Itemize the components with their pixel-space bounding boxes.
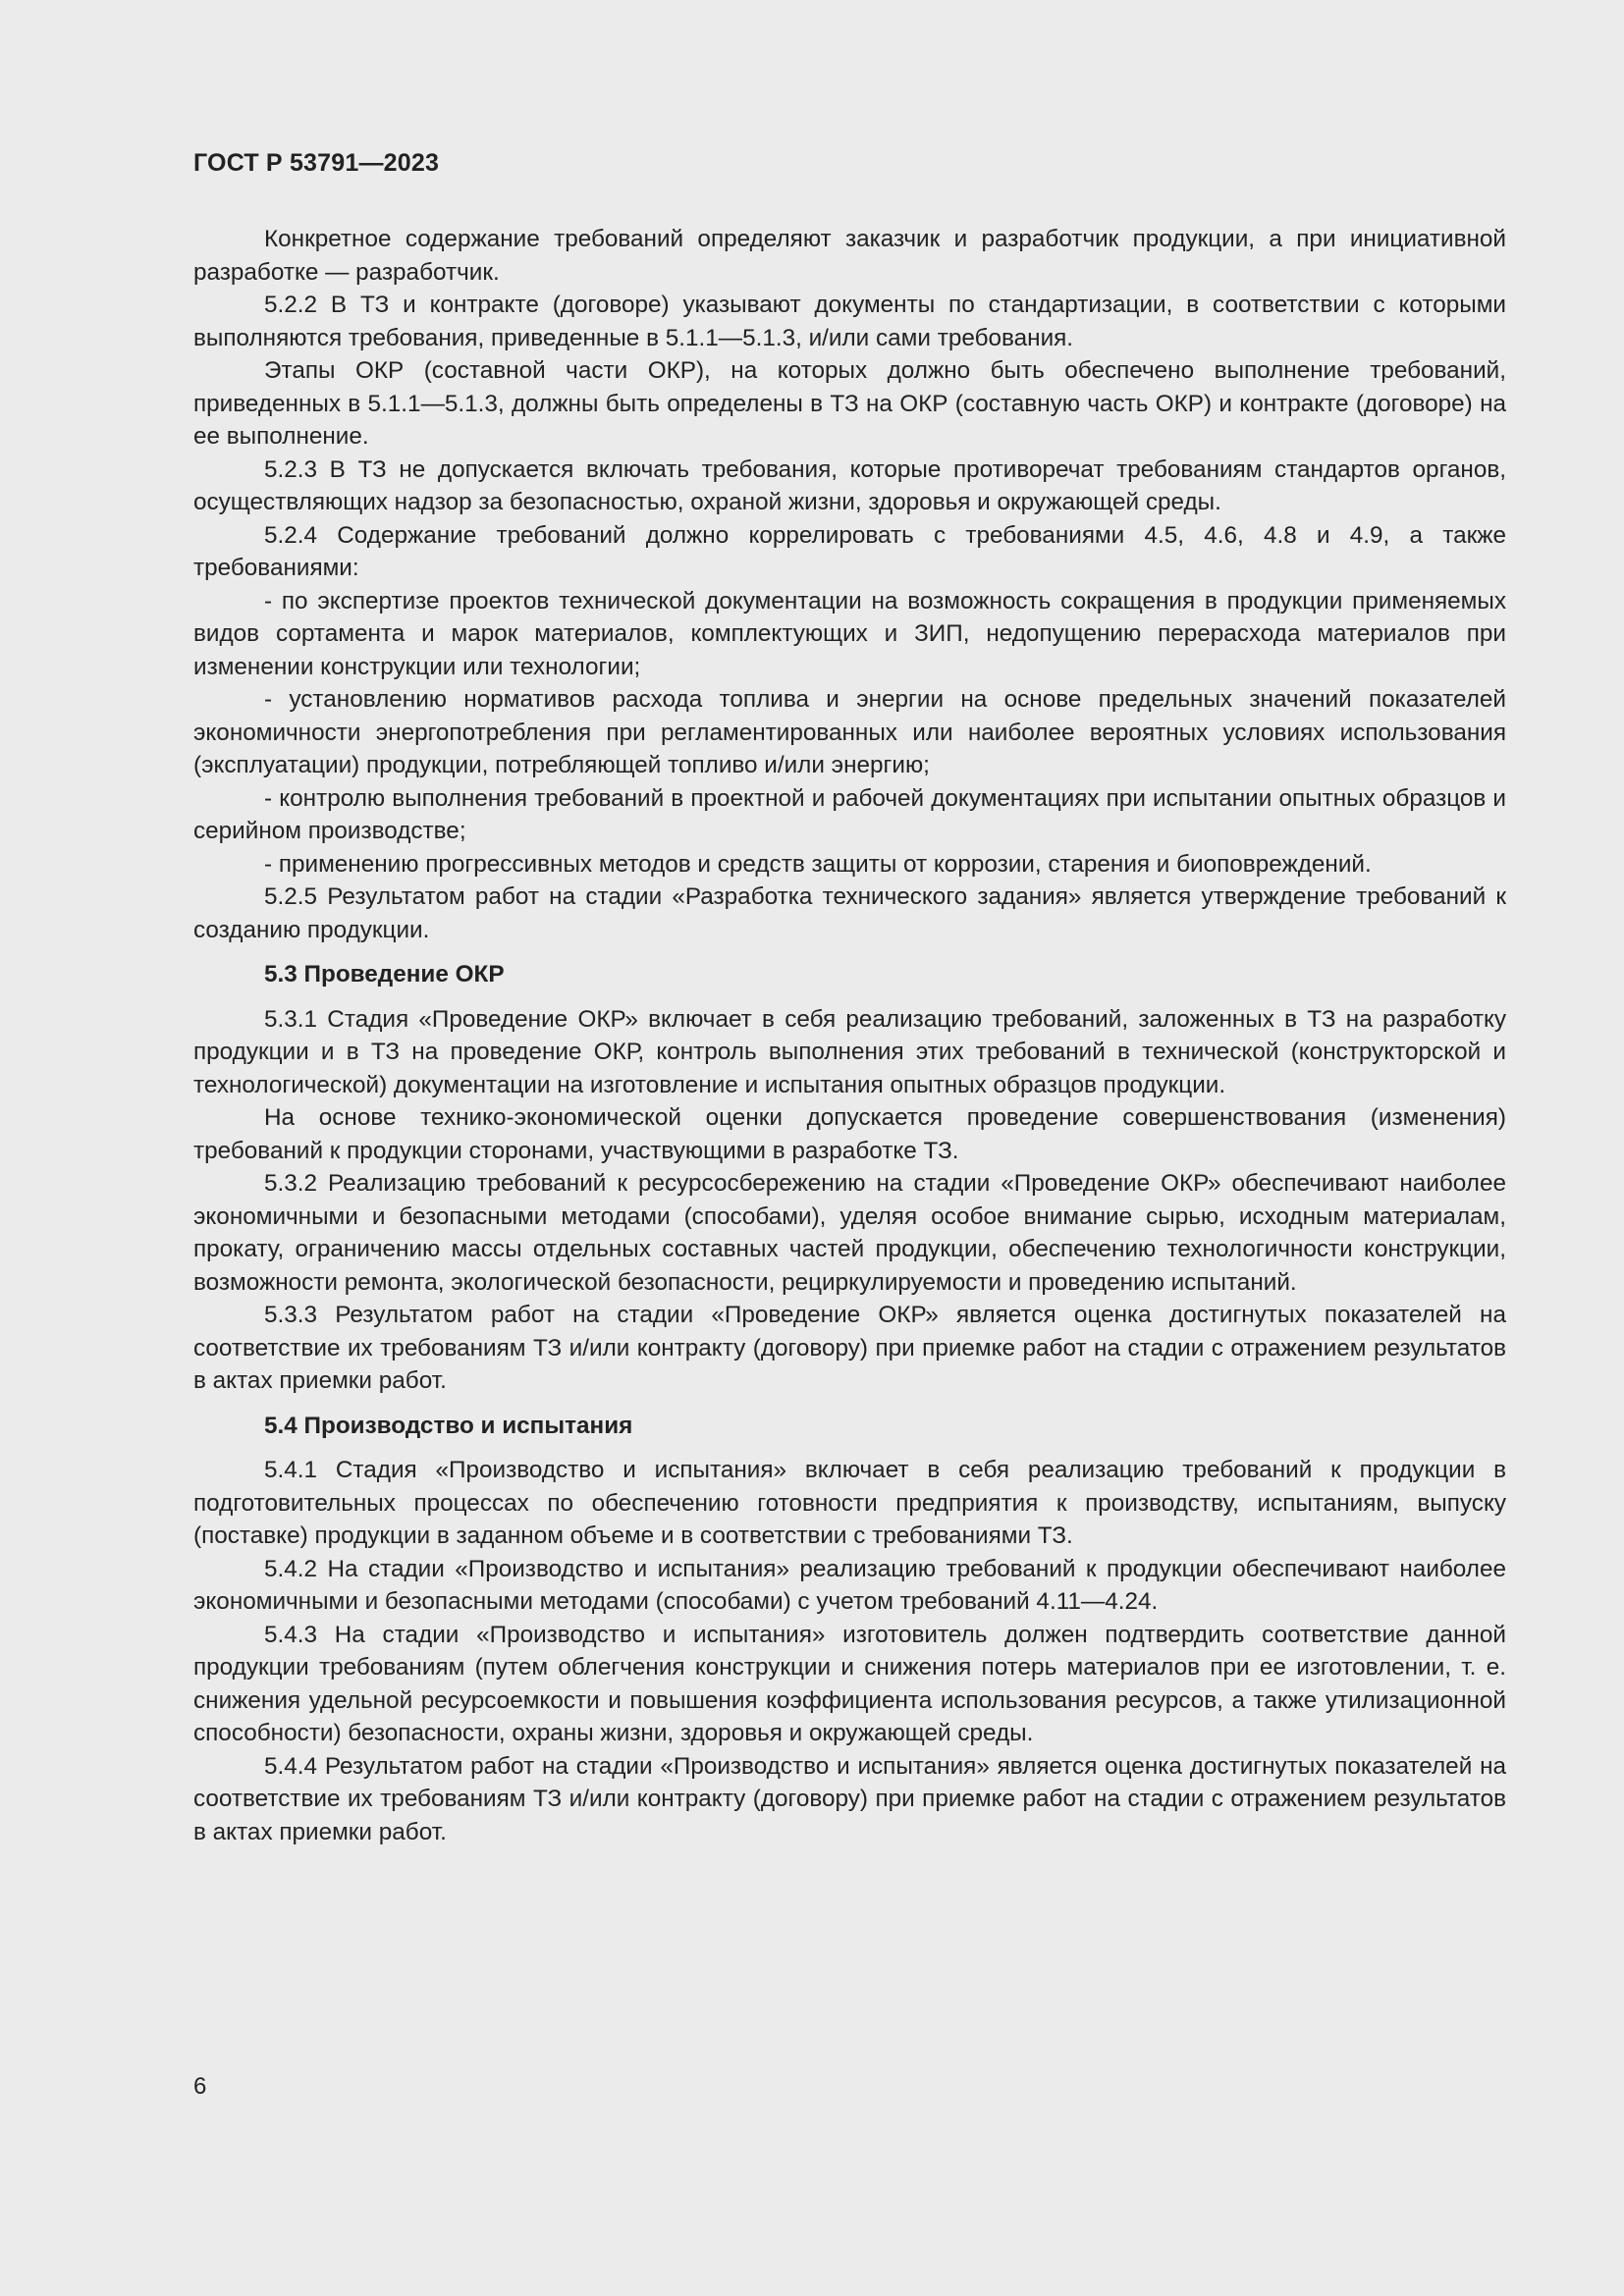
clause-5-2-2: 5.2.2 В ТЗ и контракте (договоре) указывают документы по стандартизации, в соответствии с которыми выполняются требования, приведенные в 5.1.1—5.1.3, и/или сами требования. (193, 292, 1506, 351)
clause-5-3-1: 5.3.1 Стадия «Проведение ОКР» включает в себя реализацию требований, заложенных в ТЗ на разработку продукции и в ТЗ на проведение ОКР, контроль выполнения этих требований в технической (конструкторской и технологической) документации на изготовление и испытания опытных образцов продукции. (193, 1005, 1506, 1098)
clause-5-2-3: 5.2.3 В ТЗ не допускается включать требования, которые противоречат требованиям стандартов органов, осуществляющих надзор за безопасностью, охраной жизни, здоровья и окружающей среды. (193, 455, 1506, 515)
document-body (193, 223, 1506, 1848)
list-item: - контролю выполнения требований в проектной и рабочей документациях при испытании опытных образцов и серийном производстве; (193, 784, 1506, 844)
clause-5-2-4: 5.2.4 Содержание требований должно коррелировать с требованиями 4.5, 4.6, 4.8 и 4.9, а также требованиями: (193, 521, 1506, 581)
document-header: ГОСТ Р 53791—2023 (193, 149, 440, 177)
clause-5-3-2: 5.3.2 Реализацию требований к ресурсосбережению на стадии «Проведение ОКР» обеспечивают наиболее экономичными и безопасными методами (способами), уделяя особое внимание сырью, исходным материалам, прокату, ограничению массы отдельных составных частей продукции, обеспечению технологичности конструкции, возможности ремонта, экологической безопасности, рециркулируемости и проведению испытаний. (193, 1170, 1506, 1296)
clause-5-4-4: 5.4.4 Результатом работ на стадии «Производство и испытания» является оценка достигнутых показателей на соответствие их требованиям ТЗ и/или контракту (договору) при приемке работ на стадии с отражением результатов в актах приемки работ. (193, 1752, 1506, 1845)
section-heading-5-3: 5.3 Проведение ОКР (264, 961, 505, 988)
clause-5-4-2: 5.4.2 На стадии «Производство и испытания» реализацию требований к продукции обеспечивают наиболее экономичными и безопасными методами (способами) с учетом требований 4.11—4.24. (193, 1555, 1506, 1615)
clause-5-4-1: 5.4.1 Стадия «Производство и испытания» включает в себя реализацию требований к продукции в подготовительных процессах по обеспечению готовности предприятия к производству, испытаниям, выпуску (поставке) продукции в заданном объеме и в соответствии с требованиями ТЗ. (193, 1457, 1506, 1549)
clause-5-4-3: 5.4.3 На стадии «Производство и испытания» изготовитель должен подтвердить соответствие данной продукции требованиям (путем облегчения конструкции и снижения потерь материалов при ее изготовлении, т. е. снижения удельной ресурсоемкости и повышения коэффициента использования ресурсов, а также утилизационной способности) безопасности, охраны жизни, здоровья и окружающей среды. (193, 1621, 1506, 1746)
clause-5-3-3: 5.3.3 Результатом работ на стадии «Проведение ОКР» является оценка достигнутых показателей на соответствие их требованиям ТЗ и/или контракту (договору) при приемке работ на стадии с отражением результатов в актах приемки работ. (193, 1302, 1506, 1394)
paragraph: Этапы ОКР (составной части ОКР), на которых должно быть обеспечено выполнение требований, приведенных в 5.1.1—5.1.3, должны быть определены в ТЗ на ОКР (составную часть ОКР) и контракте (договоре) на ее выполнение. (193, 357, 1506, 450)
paragraph: Конкретное содержание требований определяют заказчик и разработчик продукции, а при инициативной разработке — разработчик. (193, 226, 1506, 286)
clause-5-2-5: 5.2.5 Результатом работ на стадии «Разработка технического задания» является утверждение требований к созданию продукции. (193, 883, 1506, 943)
list-item: - по экспертизе проектов технической документации на возможность сокращения в продукции применяемых видов сортамента и марок материалов, комплектующих и ЗИП, недопущению перерасхода материалов при изменении конструкции или технологии; (193, 587, 1506, 680)
list-item: - установлению нормативов расхода топлива и энергии на основе предельных значений показателей экономичности энергопотребления при регламентированных или наиболее вероятных условиях использования (эксплуатации) продукции, потребляющей топливо и/или энергию; (193, 686, 1506, 778)
section-heading-5-4: 5.4 Производство и испытания (264, 1412, 633, 1439)
list-item: - применению прогрессивных методов и средств защиты от коррозии, старения и биоповреждений. (264, 850, 1372, 878)
page-number: 6 (193, 2073, 207, 2100)
paragraph: На основе технико-экономической оценки допускается проведение совершенствования (изменения) требований к продукции сторонами, участвующими в разработке ТЗ. (193, 1104, 1506, 1164)
